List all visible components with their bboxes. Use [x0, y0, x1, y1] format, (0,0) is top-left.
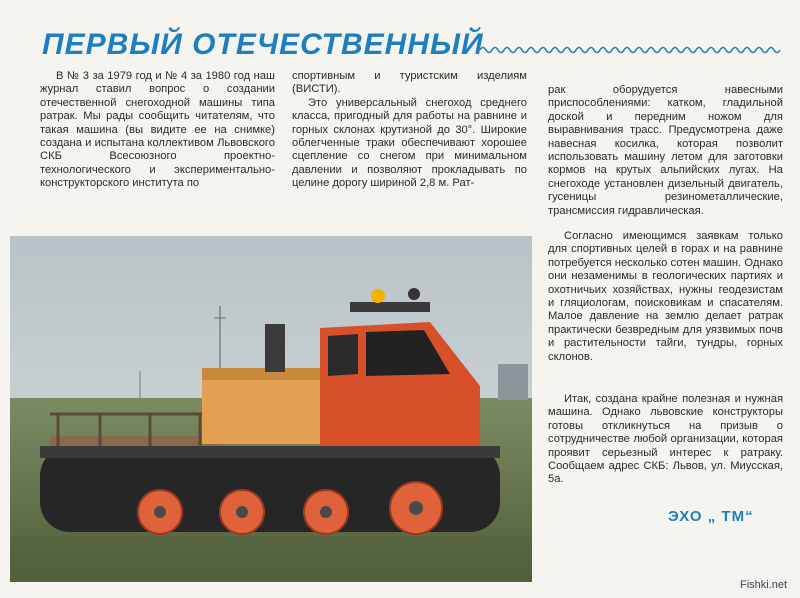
- article-column-3: [548, 84, 783, 218]
- paragraph-demand: Согласно имеющимся заявкам только для спортивных целей в горах и на равнине потребуется несколько сотен машин. Однако они незаменимы в геологических партиях и охотничьих хозяйствах, нужны геодезистам и гляциологам, поисковикам и спасателям. Малое давление на землю делает ратрак практически безвредным для уязвимых почв и растительности тайги, тундры, горных склонов.: [548, 230, 783, 363]
- paragraph-conclusion: Итак, создана крайне полезная и нужная машина. Однако львовские конструкторы готовы откликнуться на призыв о сотрудничестве любой организации, которая проявит серьезный интерес к ратраку. Сообщаем адрес СКБ: Львов, ул. Миусская, 5а.: [548, 393, 783, 486]
- article-column-2: [292, 70, 527, 191]
- signature-echo-tm: ЭХО „ ТМ“: [668, 508, 754, 525]
- decorative-wave-line: [480, 44, 785, 56]
- paragraph-description: Это универсальный снегоход среднего класса, пригодный для работы на равнине и горных склонах крутизной до 30°. Широкие облегченные траки обеспечивают хорошее сцепление со снегом при минимальном давлении и позволяют прокладывать по целине дорогу шириной 2,8 м. Рат-: [292, 96, 527, 190]
- paragraph-continuation: спортивным и туристским изделиям (ВИСТИ).: [292, 70, 527, 96]
- paragraph-equipment: рак оборудуется навесными приспособлениями: катком, гладильной доской и передним ножом для выравнивания трасс. Предусмотрена даже навесная косилка, которая позволит использовать машину летом для заготовки кормов на крутых альпийских лугах. На снегоходе установлен дизельный двигатель, гусеницы резинометаллические, трансмиссия гидравлическая.: [548, 84, 783, 217]
- source-watermark: Fishki.net: [736, 578, 791, 592]
- article-title: ПЕРВЫЙ ОТЕЧЕСТВЕННЫЙ: [42, 28, 484, 61]
- snowcat-illustration: [10, 236, 532, 582]
- article-column-1: [40, 70, 275, 191]
- article-column-3-part-3: [548, 393, 783, 487]
- article-column-3-part-2: [548, 230, 783, 364]
- snowcat-photo: [10, 236, 532, 582]
- paragraph-intro: В № 3 за 1979 год и № 4 за 1980 год наш журнал ставил вопрос о создании отечественной снегоходной машины типа ратрак. Мы рады сообщить читателям, что такая машина (вы видите ее на снимке) создана и испытана коллективом Львовского СКБ Всесоюзного проектно-технологического и экспериментально-конструкторского института по: [40, 70, 275, 190]
